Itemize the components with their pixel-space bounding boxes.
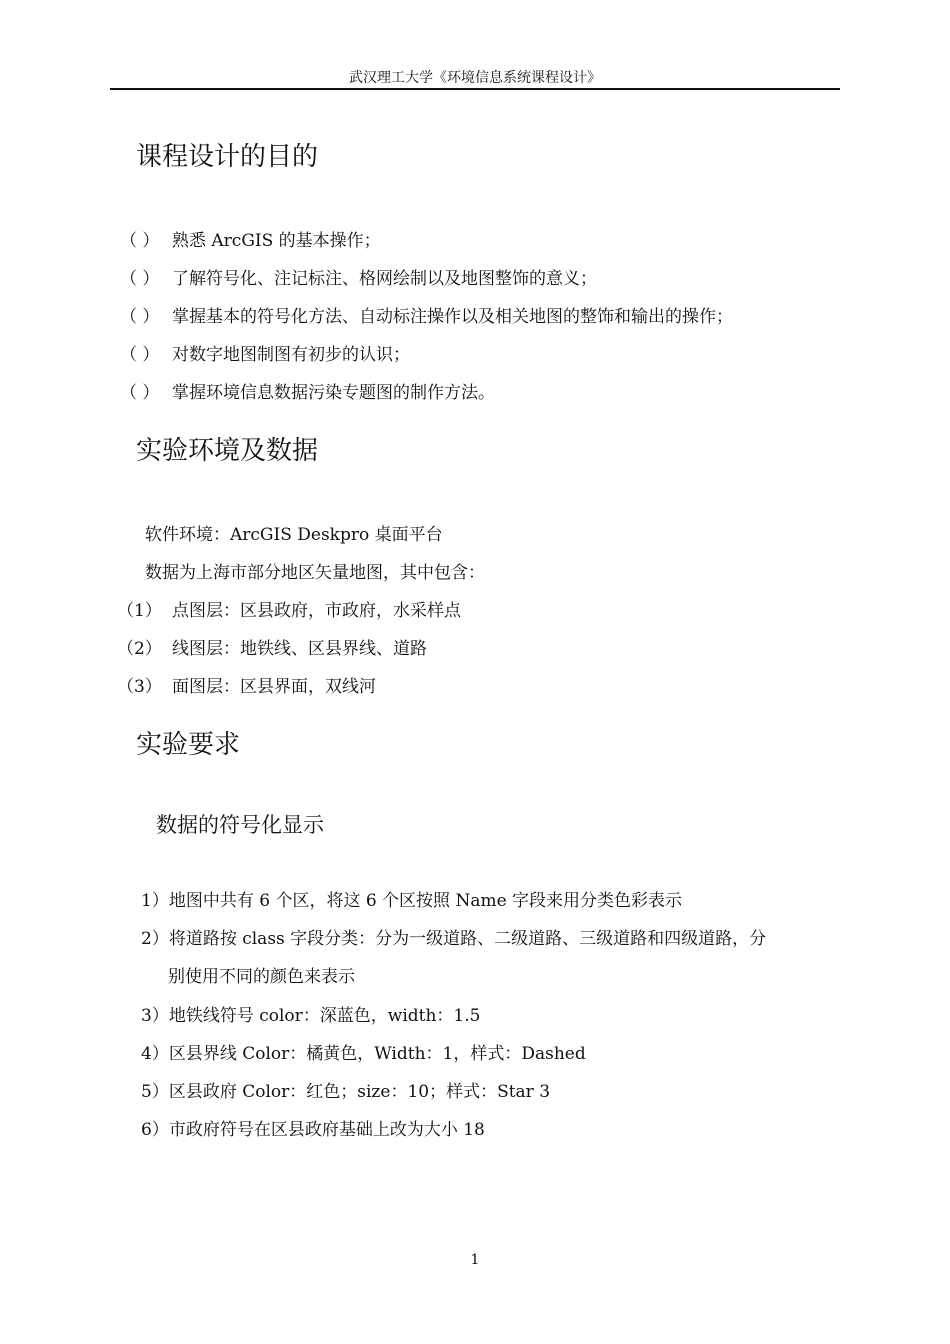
section-title-purpose: 课程设计的目的 (136, 142, 319, 172)
list-item: 1）地图中共有 6 个区，将这 6 个区按照 Name 字段来用分类色彩表示 (141, 891, 683, 911)
list-item: 熟悉 ArcGIS 的基本操作； (172, 231, 381, 251)
list-item: 点图层：区县政府，市政府，水采样点 (172, 601, 461, 621)
list-item: 3）地铁线符号 color：深蓝色，width：1.5 (141, 1006, 481, 1026)
list-item: 对数字地图制图有初步的认识； (172, 345, 410, 365)
list-marker: （3） (117, 677, 162, 697)
list-marker: （ ） (120, 307, 160, 327)
list-item: 面图层：区县界面，双线河 (172, 677, 376, 697)
list-item: 掌握基本的符号化方法、自动标注操作以及相关地图的整饰和输出的操作； (172, 307, 733, 327)
list-item: 6）市政府符号在区县政府基础上改为大小 18 (141, 1120, 485, 1140)
list-item: 掌握环境信息数据污染专题图的制作方法。 (172, 383, 495, 403)
list-item-continuation: 别使用不同的颜色来表示 (168, 967, 355, 987)
list-marker: （1） (117, 601, 162, 621)
subsection-title-symbolization: 数据的符号化显示 (156, 813, 324, 837)
section-title-environment: 实验环境及数据 (136, 436, 319, 466)
list-marker: （ ） (120, 269, 160, 289)
section-title-requirements: 实验要求 (136, 730, 241, 760)
list-item: 2）将道路按 class 字段分类：分为一级道路、二级道路、三级道路和四级道路，分 (141, 929, 767, 949)
list-marker: （ ） (120, 345, 160, 365)
list-item: 4）区县界线 Color：橘黄色，Width：1，样式：Dashed (141, 1044, 586, 1064)
page-header: 武汉理工大学《环境信息系统课程设计》 (349, 70, 601, 86)
list-marker: （ ） (120, 383, 160, 403)
list-marker: （2） (117, 639, 162, 659)
page-number: 1 (470, 1252, 480, 1268)
list-item: 5）区县政府 Color：红色；size：10；样式：Star 3 (141, 1082, 551, 1102)
header-rule (110, 88, 840, 90)
list-item: 了解符号化、注记标注、格网绘制以及地图整饰的意义； (172, 269, 597, 289)
data-intro: 数据为上海市部分地区矢量地图，其中包含： (145, 563, 485, 583)
list-marker: （ ） (120, 231, 160, 251)
list-item: 线图层：地铁线、区县界线、道路 (172, 639, 427, 659)
software-environment: 软件环境：ArcGIS Deskpro 桌面平台 (145, 525, 443, 545)
